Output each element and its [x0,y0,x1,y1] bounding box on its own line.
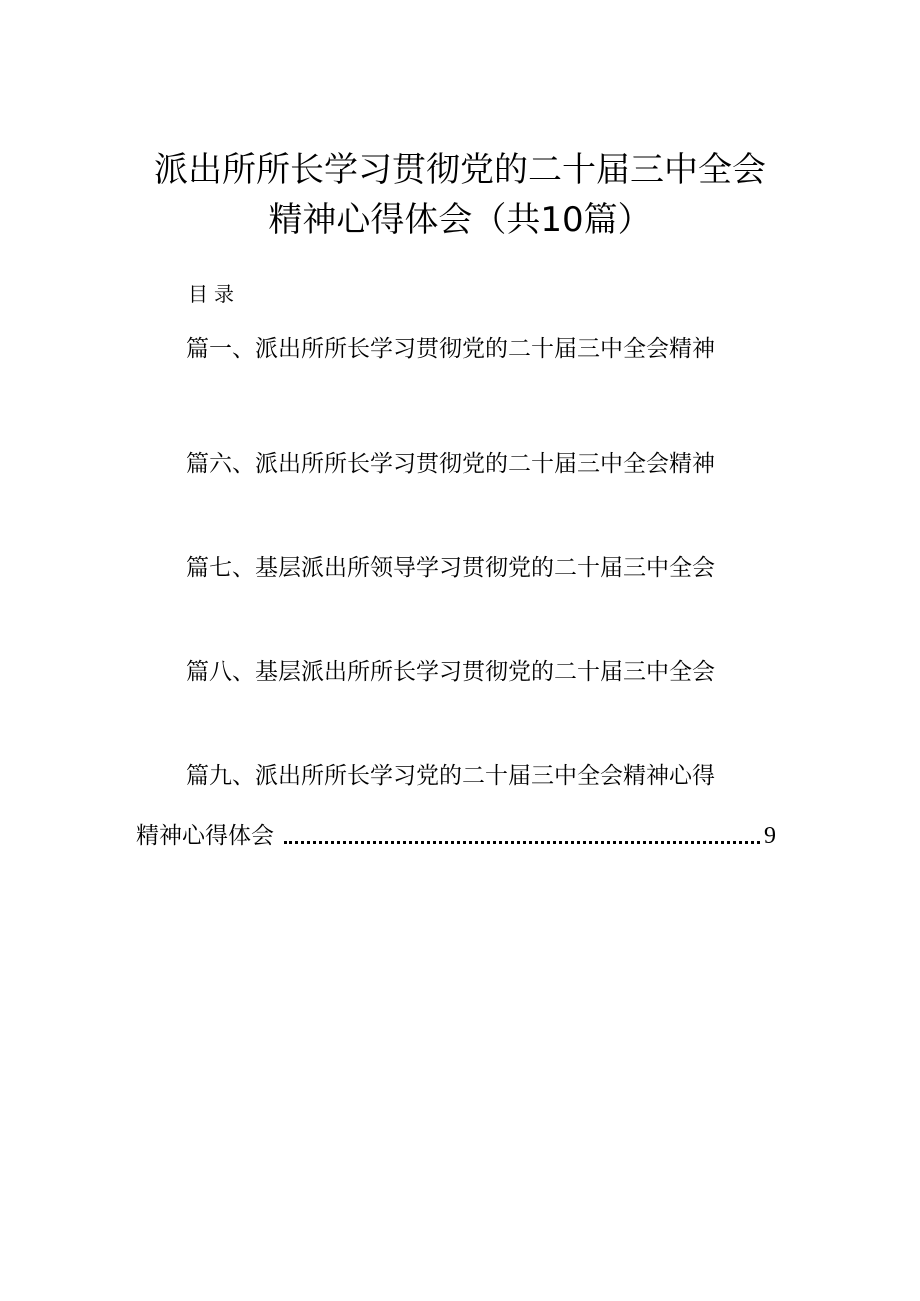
document-title-line-1: 派出所所长学习贯彻党的二十届三中全会 [154,150,766,190]
document-title-line-2: 精神心得体会（共10篇） [268,200,652,240]
toc-entry-9-continuation[interactable] [136,818,776,852]
toc-heading: 目录 [188,282,240,306]
toc-dot-leader [284,841,760,844]
toc-entry-1[interactable]: 篇一、派出所所长学习贯彻党的二十届三中全会精神 [186,336,715,362]
toc-entry-7[interactable]: 篇七、基层派出所领导学习贯彻党的二十届三中全会 [186,555,715,581]
toc-entry-6[interactable]: 篇六、派出所所长学习贯彻党的二十届三中全会精神 [186,451,715,477]
toc-entry-9-page-number: 9 [764,823,776,849]
toc-entry-9-continuation-text: 精神心得体会 [136,823,274,849]
toc-entry-8[interactable]: 篇八、基层派出所所长学习贯彻党的二十届三中全会 [186,659,715,685]
toc-entry-9[interactable]: 篇九、派出所所长学习党的二十届三中全会精神心得 [186,763,715,789]
